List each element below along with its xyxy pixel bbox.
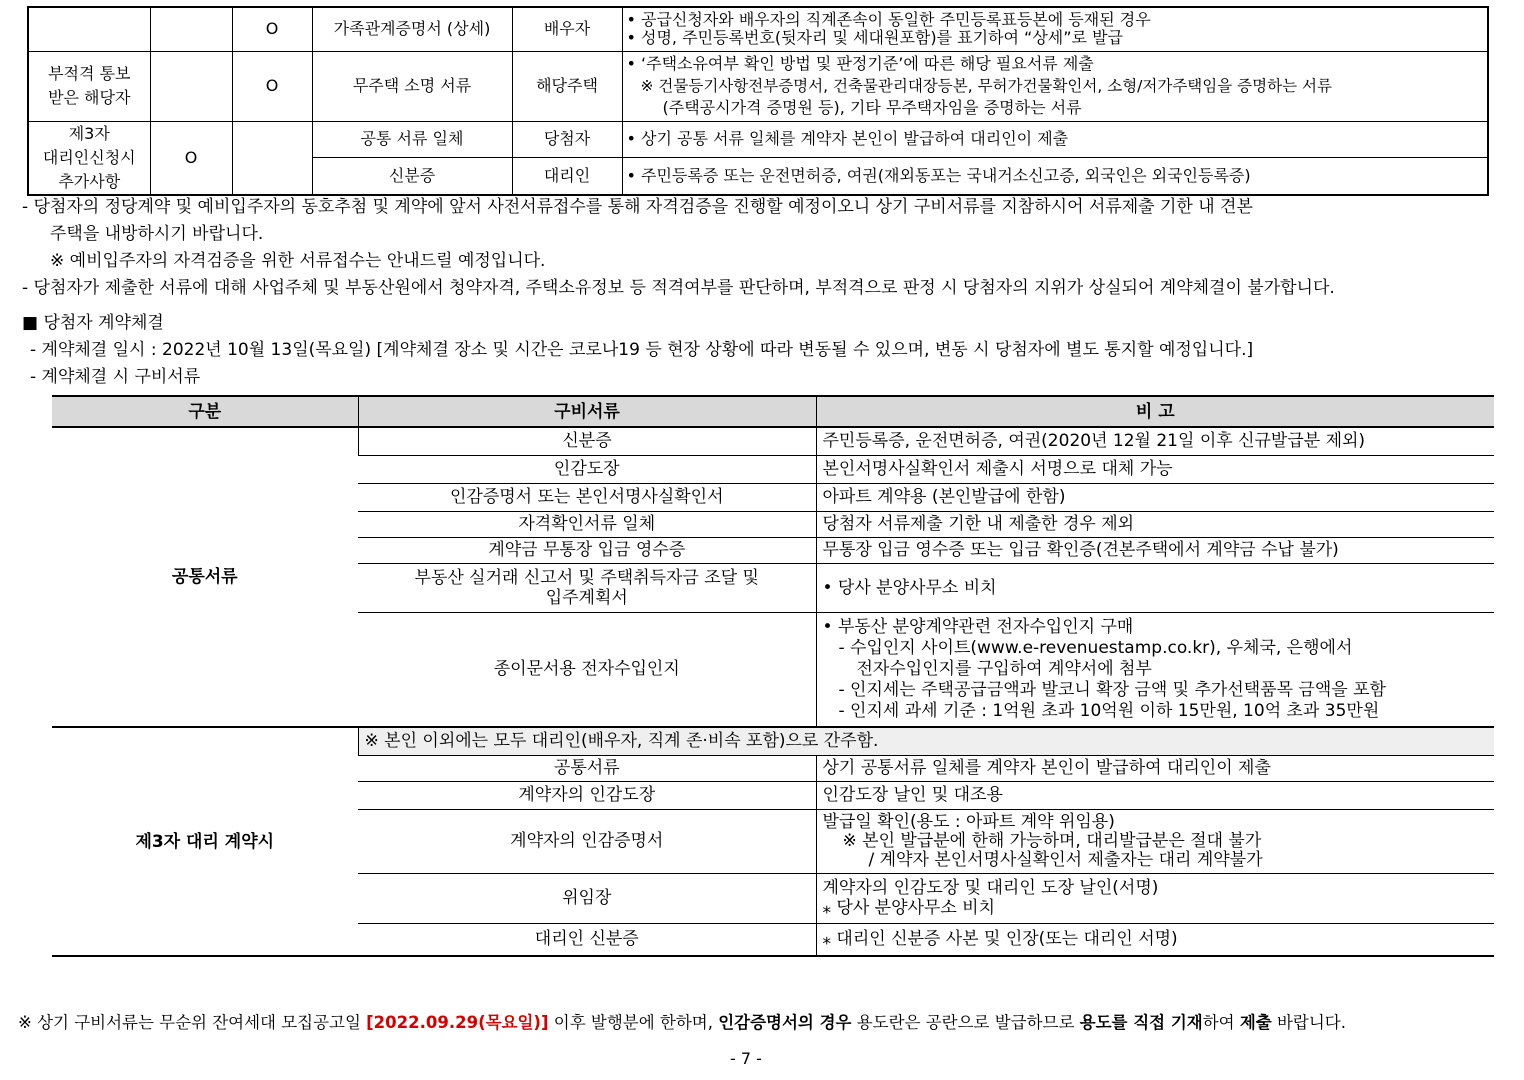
doc-cell: 가족관계증명서 (상세) [312, 7, 512, 51]
notice-remark: ※ 예비입주자의 자격검증을 위한 서류접수는 안내드릴 예정입니다. [50, 251, 546, 271]
target-cell: 해당주택 [512, 51, 622, 121]
note-cell: • 공급신청자와 배우자의 직계존속이 동일한 주민등록표등본에 등재된 경우 • 성명, 주민등록번호(뒷자리 및 세대원포함)를 표기하여 “상세”로 발급 [622, 7, 1488, 51]
header-remarks: 비 고 [816, 396, 1494, 427]
doc-cell: 계약자의 인감증명서 [358, 809, 816, 873]
mark-cell: O [232, 51, 312, 121]
notice-paragraph-continued: 주택을 내방하시기 바랍니다. [50, 224, 264, 244]
table-cell [150, 7, 232, 51]
note-cell: • ‘주택소유여부 확인 방법 및 판정기준’에 따른 해당 필요서류 제출 ※ 건물등기사항전부증명서, 건축물관리대장등본, 무허가건물확인서, 소형/저가주택임을 증명하는 서류 (주택공시가격 증명원 등), 기타 무주택자임을 증명하는 서류 [622, 51, 1488, 121]
mark-cell: O [232, 7, 312, 51]
doc-cell: 신분증 [312, 158, 512, 195]
note-cell: • 상기 공통 서류 일체를 계약자 본인이 발급하여 대리인이 제출 [622, 121, 1488, 158]
announcement-date: [2022.09.29(목요일)] [366, 1013, 549, 1032]
doc-cell: 무주택 소명 서류 [312, 51, 512, 121]
doc-cell: 공통 서류 일체 [312, 121, 512, 158]
doc-cell: 종이문서용 전자수입인지 [358, 612, 816, 727]
table-cell [232, 121, 312, 195]
doc-cell: 대리인 신분증 [358, 923, 816, 956]
doc-cell: 계약자의 인감도장 [358, 781, 816, 809]
note-cell: 본인서명사실확인서 제출시 서명으로 대체 가능 [816, 455, 1494, 483]
contract-date-line: - 계약체결 일시 : 2022년 10월 13일(목요일) [계약체결 장소 및 시간은 코로나19 등 현장 상황에 따라 변동될 수 있으며, 변동 시 당첨자에 별도 통지할 예정입니다.] [30, 340, 1254, 360]
note-cell: 주민등록증, 운전면허증, 여권(2020년 12월 21일 이후 신규발급분 제외) [816, 427, 1494, 455]
notice-paragraph: - 당첨자가 제출한 서류에 대해 사업주체 및 부동산원에서 청약자격, 주택소유정보 등 적격여부를 판단하며, 부적격으로 판정 시 당첨자의 지위가 상실되어 계약체결이 불가합니다. [22, 278, 1335, 298]
note-cell: • 부동산 분양계약관련 전자수입인지 구매 - 수입인지 사이트(www.e-revenuestamp.co.kr), 우체국, 은행에서 전자수입인지를 구입하여 계약서에 첨부 - 인지세는 주택공급금액과 발코니 확장 금액 및 추가선택품목 금액을 포함 - 인지세 과세 기준 : 1억원 초과 10억원 이하 15만원, 10억 초과 35만원 [816, 612, 1494, 727]
table-row [52, 727, 1494, 755]
doc-cell: 자격확인서류 일체 [358, 511, 816, 537]
target-cell: 대리인 [512, 158, 622, 195]
category-cell: 부적격 통보 받은 해당자 [28, 51, 150, 121]
doc-cell: 신분증 [358, 427, 816, 455]
required-docs-line: - 계약체결 시 구비서류 [30, 367, 201, 387]
doc-cell: 부동산 실거래 신고서 및 주택취득자금 조달 및 입주계획서 [358, 563, 816, 612]
table-cell [28, 7, 150, 51]
table-row [28, 121, 1488, 158]
note-cell: 아파트 계약용 (본인발급에 한함) [816, 483, 1494, 511]
group-proxy: 제3자 대리 계약시 [52, 727, 358, 956]
table-row [52, 427, 1494, 455]
doc-cell: 공통서류 [358, 755, 816, 781]
table-row [28, 51, 1488, 121]
table-cell [150, 51, 232, 121]
doc-cell: 인감도장 [358, 455, 816, 483]
note-cell: 계약자의 인감도장 및 대리인 도장 날인(서명) ⁎ 당사 분양사무소 비치 [816, 873, 1494, 923]
doc-cell: 계약금 무통장 입금 영수증 [358, 537, 816, 563]
note-cell: 발급일 확인(용도 : 아파트 계약 위임용) ※ 본인 발급분에 한해 가능하며, 대리발급분은 절대 불가 / 계약자 본인서명사실확인서 제출자는 대리 계약불가 [816, 809, 1494, 873]
header-documents: 구비서류 [358, 396, 816, 427]
table-header-row [52, 396, 1494, 427]
target-cell: 당첨자 [512, 121, 622, 158]
note-cell: • 주민등록증 또는 운전면허증, 여권(재외동포는 국내거소신고증, 외국인은 외국인등록증) [622, 158, 1488, 195]
target-cell: 배우자 [512, 7, 622, 51]
note-cell: 인감도장 날인 및 대조용 [816, 781, 1494, 809]
footer-note: ※ 상기 구비서류는 무순위 잔여세대 모집공고일 [2022.09.29(목요일)] 이후 발행분에 한하며, 인감증명서의 경우 용도란은 공란으로 발급하므로 용도를 직접 기재하여 제출 바랍니다. [18, 1013, 1346, 1032]
header-category: 구분 [52, 396, 358, 427]
mark-cell: O [150, 121, 232, 195]
doc-cell: 위임장 [358, 873, 816, 923]
note-cell: • 당사 분양사무소 비치 [816, 563, 1494, 612]
group-common: 공통서류 [52, 427, 358, 727]
table-row [28, 7, 1488, 51]
contract-docs-table [52, 395, 1494, 957]
note-cell: ⁎ 대리인 신분증 사본 및 인장(또는 대리인 서명) [816, 923, 1494, 956]
note-cell: 상기 공통서류 일체를 계약자 본인이 발급하여 대리인이 제출 [816, 755, 1494, 781]
section-title: ■ 당첨자 계약체결 [22, 313, 164, 333]
eligibility-docs-table [27, 6, 1489, 196]
page-number: - 7 - [730, 1049, 762, 1068]
doc-cell: 인감증명서 또는 본인서명사실확인서 [358, 483, 816, 511]
category-cell: 제3자 대리인신청시 추가사항 [28, 121, 150, 195]
note-cell: 무통장 입금 영수증 또는 입금 확인증(견본주택에서 계약금 수납 불가) [816, 537, 1494, 563]
note-cell: 당첨자 서류제출 기한 내 제출한 경우 제외 [816, 511, 1494, 537]
notice-paragraph: - 당첨자의 정당계약 및 예비입주자의 동호추첨 및 계약에 앞서 사전서류접수를 통해 자격검증을 진행할 예정이오니 상기 구비서류를 지참하시어 서류제출 기한 내 견본 [22, 197, 1253, 217]
proxy-remark: ※ 본인 이외에는 모두 대리인(배우자, 직계 존·비속 포함)으로 간주함. [358, 727, 1494, 755]
